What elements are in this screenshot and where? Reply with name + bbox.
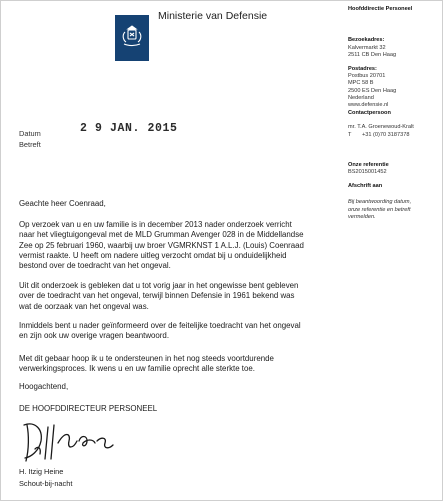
contact-name: mr. T.A. Groenewoud-Kralt bbox=[348, 124, 414, 131]
text-line: Met dit gebaar hoop ik u te ondersteunen in het nog steeds voortdurende bbox=[19, 354, 274, 363]
paragraph-1 bbox=[19, 220, 337, 271]
website-link[interactable]: www.defensie.nl bbox=[348, 102, 389, 109]
text-line: Inmiddels bent u nader geïnformeerd over de feitelijke toedracht van het ongeval bbox=[19, 321, 301, 330]
postal-address-line: 2500 ES Den Haag bbox=[348, 87, 397, 94]
postal-address-line: MPC 58 B bbox=[348, 80, 374, 87]
handwritten-signature-icon bbox=[21, 419, 116, 465]
phone-label: T bbox=[348, 131, 352, 138]
signer-name: H. Itzig Heine bbox=[19, 467, 64, 476]
text-line: over de toedracht van het ongeval, terwijl binnen Defensie in 1961 bekend was bbox=[19, 291, 295, 301]
reply-note: Bij beantwoording datum, onze referentie en betreft vermelden. bbox=[348, 199, 412, 220]
text-line: Op verzoek van u en uw familie is in december 2013 nader onderzoek verricht bbox=[19, 220, 292, 229]
text-line: en zijn ook uw overige vragen beantwoord. bbox=[19, 331, 170, 341]
sender-org: DE HOOFDDIRECTEUR PERSONEEL bbox=[19, 404, 158, 413]
visit-address-line: Kalvermarkt 32 bbox=[348, 44, 386, 51]
signer-rank: Schout-bij-nacht bbox=[19, 479, 73, 488]
sender-sidebar bbox=[348, 6, 442, 221]
paragraph-3 bbox=[19, 321, 337, 342]
postal-address-line: Nederland bbox=[348, 94, 374, 101]
ministry-name: Ministerie van Defensie bbox=[158, 10, 268, 22]
text-line: vermist raakte. U heeft om nadere uitleg verzocht omdat bij u onduidelijkheid bbox=[19, 250, 287, 260]
rijksoverheid-logo bbox=[115, 15, 149, 61]
text-line: Zee op 25 februari 1960, waarbij uw broer VGMRKNST 1 A.L.J. (Louis) Coenraad bbox=[19, 240, 304, 250]
postal-address-title: Postadres: bbox=[348, 65, 377, 72]
coat-of-arms-icon bbox=[119, 23, 145, 49]
visit-address-title: Bezoekadres: bbox=[348, 37, 385, 44]
date-label: Datum bbox=[19, 129, 41, 138]
contact-title: Contactpersoon bbox=[348, 110, 391, 117]
reference-value: BS2015001452 bbox=[348, 169, 387, 176]
paragraph-2 bbox=[19, 281, 337, 312]
text-line: Uit dit onderzoek is gebleken dat u tot vorig jaar in het ongewisse bent gebleven bbox=[19, 281, 299, 290]
text-line: verwerkingsproces. Ik wens u en uw familie oprecht alle sterkte toe. bbox=[19, 364, 255, 374]
text-line: naar het vliegtuigongeval met de MLD Grumman Avenger 028 in de Middellandse bbox=[19, 230, 304, 240]
date-stamp: 2 9 JAN. 2015 bbox=[80, 122, 178, 135]
visit-address-line: 2511 CB Den Haag bbox=[348, 51, 397, 58]
paragraph-4 bbox=[19, 354, 337, 375]
salutation: Geachte heer Coenraad, bbox=[19, 199, 106, 208]
postal-address-line: Postbus 20701 bbox=[348, 72, 386, 79]
text-line: bestond over de toedracht van het ongeval. bbox=[19, 261, 171, 271]
closing: Hoogachtend, bbox=[19, 382, 69, 391]
subject-label: Betreft bbox=[19, 140, 41, 149]
copy-to-title: Afschrift aan bbox=[348, 182, 383, 189]
contact-phone: +31 (0)70 3187378 bbox=[362, 131, 410, 138]
org-name: Hoofddirectie Personeel bbox=[348, 6, 413, 12]
reference-title: Onze referentie bbox=[348, 161, 389, 168]
text-line: wat de oorzaak van het ongeval was. bbox=[19, 301, 149, 311]
